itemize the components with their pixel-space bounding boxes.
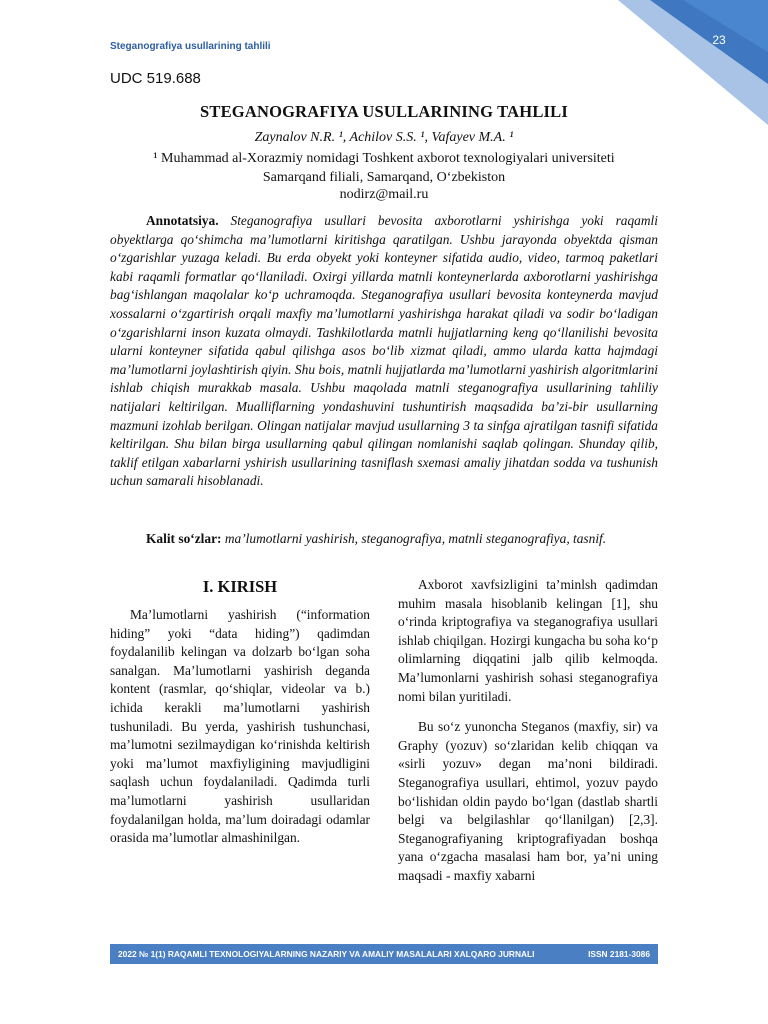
footer-journal: 2022 № 1(1) RAQAMLI TEXNOLOGIYALARNING NAZARIY VA AMALIY MASALALARI XALQARO JURNALI	[118, 949, 535, 959]
udc-code: UDC 519.688	[110, 70, 201, 87]
running-head: Steganografiya usullarining tahlili	[110, 41, 271, 52]
author-email: nodirz@mail.ru	[339, 187, 429, 202]
section-heading: I. KIRISH	[202, 577, 278, 596]
footer-bar	[110, 944, 658, 964]
authors: Zaynalov N.R. ¹, Achilov S.S. ¹, Vafayev M.A. ¹	[254, 130, 514, 145]
paragraph: Axborot xavfsizligini ta’minlsh qadimdan muhim masala hisoblanib kelingan [1], shu o‘rinda kriptografiya va steganografiya usullari ishlab chiqilgan. Hozirgi kungacha bu soha ko‘p olimlarning diqqatini jalb qilib kelmoqda. Ma’lumonlarni yashirish sohasi steganografiya nomi bilan yuritiladi.	[398, 577, 658, 704]
affiliation-line-2: Samarqand filiali, Samarqand, O‘zbekiston	[262, 170, 506, 185]
keywords-text: ma’lumotlarni yashirish, steganografiya, matnli steganografiya, tasnif.	[224, 531, 607, 546]
abstract-text: Steganografiya usullari bevosita axborotlarni yshirishga yoki raqamli obyektlarga qo‘shimcha ma’lumotlarni kiritishga qaratilgan. Ushbu jarayonda obyektda qisman o‘zgarishlar yuzaga keladi. Bu erda obyekt yoki konteyner sifatida audio, video, tarmoq paketlari kabi raqamli formatlar qo‘llaniladi. Oxirgi yillarda matnli konteynerlarda axborotlarni yashirishga bag‘ishlangan maqolalar ko‘p uchramoqda. Steganografiya usullari bevosita konteynerda mavjud xossalarni o‘zgartirish orqali maxfiy ma’lumotlarni yashirishga harakat qiladi va sodir bo‘ladigan o‘zgarishlarni inson kuzata olmaydi. Tashkilotlarda matnli hujjatlarning keng qo‘llanilishi bevosita ularni konteyner sifatida qabul qilishga asos bo‘lib xizmat qiladi, ammo ularda katta hajmdagi ma’lumotlarni joylashtirish qiyin. Shu bois, matnli hujjatlarda ma’lumotlarni yashirish algoritmlarini ishlab chiqish murakkab masala. Ushbu maqolada matnli steganografiya usullarining tahliliy natijalari keltirilgan. Mualliflarning yondashuvini tushuntirish maqsadida ba’zi-bir usullarning mazmuni izohlab berilgan. Olingan natijalar mavjud usullarning 3 ta sinfga ajratilgan tasnifi sifatida keltirilgan. Shu bilan birga usullarning qabul qilingan nomlanishi saqlab qolingan. Shunday qilib, taklif etilgan xabarlarni yshirish usullarining tasniflash sxemasi amaliy jihatdan sodda va tushunish uchun samarali hisoblanadi.	[110, 213, 658, 489]
paragraph: Ma’lumotlarni yashirish (“information hiding” yoki “data hiding”) qadimdan foydalanilib kelingan va dolzarb bo‘lgan soha sanalgan. Ma’lumotlarni yashirish deganda kontent (rasmlar, qo‘shiqlar, videolar va b.) ichida kerakli ma’lumotlarni yashirish tushuniladi. Bu yerda, yashirish tushunchasi, ma’lumotni sezilmaydigan ko‘rinishda keltirish yoki ma’lumot maxfiyligining mavjudligini saqlash uchun foydalaniladi. Qadimda turli ma’lumotlarni yashirish usullaridan foydalanilgan holda, ma’lum doiradagi odamlar orasida ma’lumotlar almashinilgan.	[110, 607, 370, 846]
footer-issn: ISSN 2181-3086	[588, 949, 650, 959]
right-column	[398, 576, 658, 898]
keywords	[110, 530, 658, 549]
page-number: 23	[712, 33, 726, 47]
abstract-label: Annotatsiya	[146, 213, 216, 228]
affiliation-line-1: ¹ Muhammad al-Xorazmiy nomidagi Toshkent axborot texnologiyalari universiteti	[153, 151, 615, 166]
left-column	[110, 576, 370, 858]
keywords-label: Kalit so‘zlar:	[146, 531, 222, 546]
abstract: Annotatsiya. Steganografiya usullari bevosita axborotlarni yshirishga yoki raqamli obyektlarga qo‘shimcha ma’lumotlarni kiritishga qaratilgan. Ushbu jarayonda obyektda qisman o‘zgarishlar yuzaga keladi. Bu erda obyekt yoki konteyner sifatida audio, video, tarmoq paketlari kabi raqamli formatlar qo‘llaniladi. Oxirgi yillarda matnli konteynerlarda axborotlarni yashirishga bag‘ishlangan maqolalar ko‘p uchramoqda. Steganografiya usullari bevosita konteynerda mavjud xossalarni o‘zgartirish orqali maxfiy ma’lumotlarni yashirishga harakat qiladi va sodir bo‘ladigan o‘zgarishlarni inson kuzata olmaydi. Tashkilotlarda matnli hujjatlarning keng qo‘llanilishi bevosita ularni konteyner sifatida qabul qilishga asos bo‘lib xizmat qiladi, ammo ularda katta hajmdagi ma’lumotlarni joylashtirish qiyin. Shu bois, matnli hujjatlarda ma’lumotlarni yashirish algoritmlarini ishlab chiqish murakkab masala. Ushbu maqolada matnli steganografiya usullarining tahliliy natijalari keltirilgan. Mualliflarning yondashuvini tushuntirish maqsadida ba’zi-bir usullarning mazmuni izohlab berilgan. Olingan natijalar mavjud usullarning 3 ta sinfga ajratilgan tasnifi sifatida keltirilgan. Shu bilan birga usullarning qabul qilingan nomlanishi saqlab qolingan. Shunday qilib, taklif etilgan xabarlarni yshirish usullarining tasniflash sxemasi amaliy jihatdan sodda va tushunish uchun samarali hisoblanadi.	[110, 213, 658, 489]
affiliation	[110, 149, 658, 187]
paragraph: Bu so‘z yunoncha Steganos (maxfiy, sir) va Graphy (yozuv) so‘zlaridan kelib chiqqan va «sirli yozuv» degan ma’noni bildiradi. Steganografiya usullari, ehtimol, yozuv paydo bo‘lishidan oldin paydo bo‘lgan (dastlab shartli belgi va belgilashlar qo‘llanilgan) [2,3]. Steganografiyaning kriptografiyadan boshqa yana o‘zgacha masalasi ham bor, ya’ni uning maqsadi - maxfiy xabarni	[398, 719, 658, 883]
paper-title: STEGANOGRAFIYA USULLARINING TAHLILI	[200, 102, 568, 121]
